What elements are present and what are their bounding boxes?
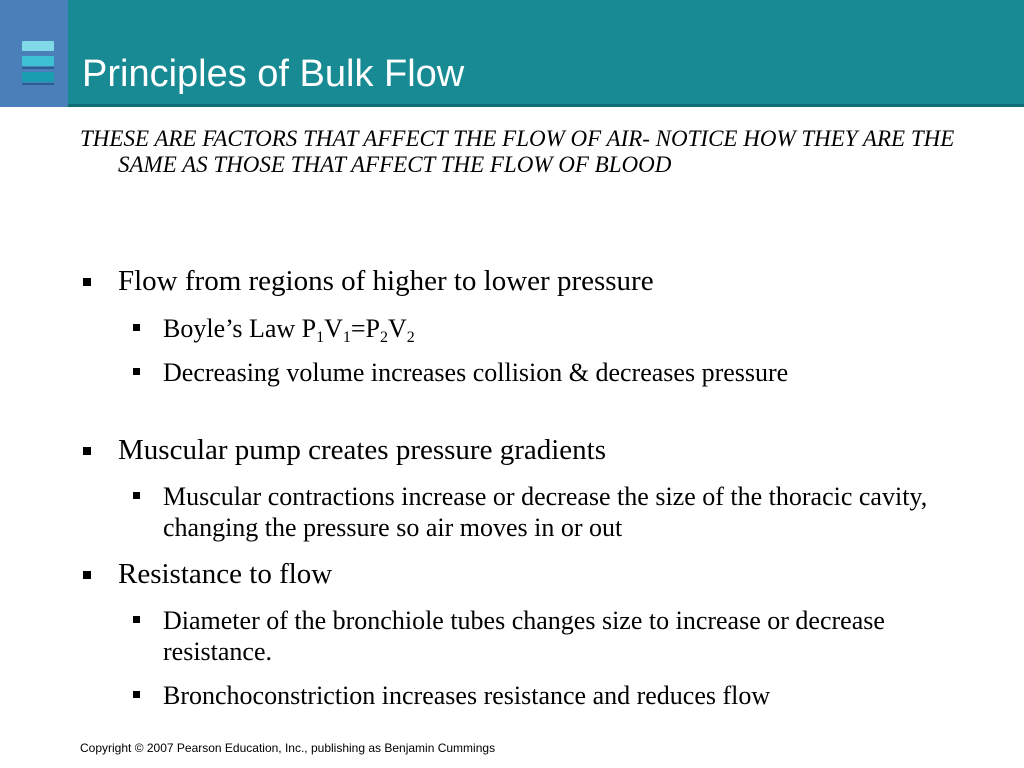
sub-bullet-text: Decreasing volume increases collision & decreases pressure xyxy=(163,358,789,387)
logo-bar-icon xyxy=(22,72,54,82)
intro-text: THESE ARE FACTORS THAT AFFECT THE FLOW OF AIR- NOTICE HOW THEY ARE THE SAME AS THOSE THAT AFFECT THE FLOW OF BLOOD xyxy=(80,126,955,177)
square-bullet-icon xyxy=(133,368,140,375)
logo-bar-icon xyxy=(22,41,54,51)
slide-title: Principles of Bulk Flow xyxy=(82,53,465,95)
bullet-text: Muscular pump creates pressure gradients xyxy=(118,434,607,466)
square-bullet-icon xyxy=(83,278,91,286)
square-bullet-icon xyxy=(133,492,140,499)
square-bullet-icon xyxy=(133,324,140,331)
square-bullet-icon xyxy=(133,616,140,623)
bullet-text: Flow from regions of higher to lower pressure xyxy=(118,265,654,297)
boyles-law-formula: Boyle’s Law $P_1V_1=P_2V_2$ xyxy=(163,314,415,346)
title-bar xyxy=(0,0,1024,107)
sub-bullet-text: Muscular contractions increase or decrease the size of the thoracic cavity, changing the pressure so air moves in or out xyxy=(163,482,928,542)
square-bullet-icon xyxy=(83,447,91,455)
sub-bullet-text: Bronchoconstriction increases resistance and reduces flow xyxy=(163,681,771,710)
copyright-footer: Copyright © 2007 Pearson Education, Inc., publishing as Benjamin Cummings xyxy=(80,741,496,755)
logo-block xyxy=(0,0,68,107)
title-bar-underline xyxy=(0,104,1024,107)
square-bullet-icon xyxy=(83,571,91,579)
bullet-text: Resistance to flow xyxy=(118,558,333,590)
sub-bullet-text: Diameter of the bronchiole tubes changes size to increase or decrease resistance. xyxy=(163,606,885,666)
square-bullet-icon xyxy=(133,691,140,698)
logo-bar-icon xyxy=(22,56,54,66)
